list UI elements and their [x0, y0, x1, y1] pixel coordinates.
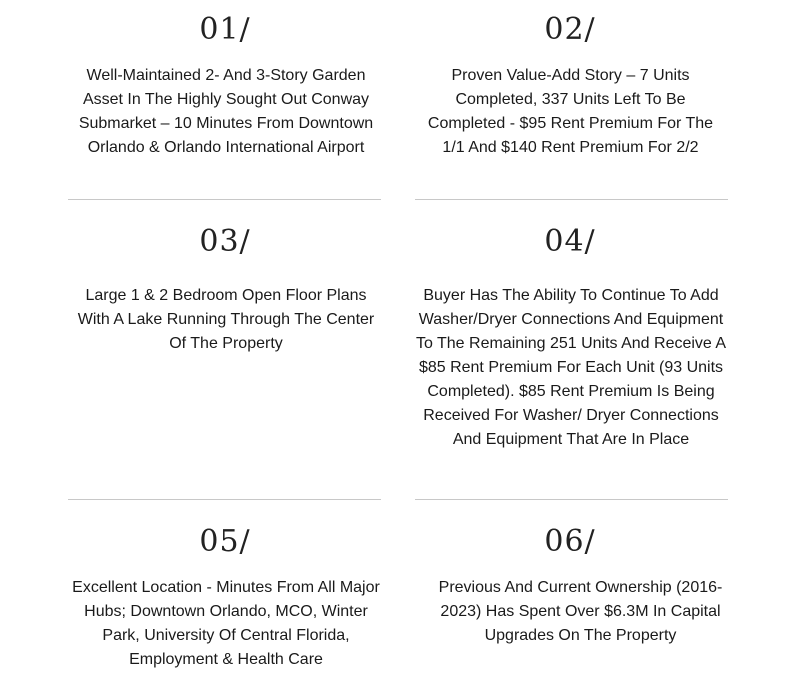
divider-row2-left	[68, 499, 381, 500]
divider-row1-right	[415, 199, 728, 200]
highlight-text-03: Large 1 & 2 Bedroom Open Floor Plans With A Lake Running Through The Center Of The Property	[77, 287, 375, 352]
highlight-text-02: Proven Value-Add Story – 7 Units Completed, 337 Units Left To Be Completed - $95 Rent Premium For The 1/1 And $140 Rent Premium For 2/2	[427, 67, 714, 156]
highlight-text-06: Previous And Current Ownership (2016-2023) Has Spent Over $6.3M In Capital Upgrades On The Property	[438, 579, 723, 644]
highlight-text-04: Buyer Has The Ability To Continue To Add Washer/Dryer Connections And Equipment To The Remaining 251 Units And Receive A $85 Rent Premium For Each Unit (93 Units Completed). $85 Rent Premium Is Being Received For Washer/ Dryer Connections And Equipment That Are In Place	[415, 287, 727, 448]
highlight-text-01: Well-Maintained 2- And 3-Story Garden Asset In The Highly Sought Out Conway Submarket – 10 Minutes From Downtown Orlando & Orlando International Airport	[78, 67, 374, 156]
divider-row1-left	[68, 199, 381, 200]
highlight-number-05: 05/	[199, 524, 251, 559]
highlight-number-06: 06/	[544, 524, 596, 559]
highlight-number-01: 01/	[199, 12, 251, 47]
divider-row2-right	[415, 499, 728, 500]
highlight-text-05: Excellent Location - Minutes From All Major Hubs; Downtown Orlando, MCO, Winter Park, University Of Central Florida, Employment & Health Care	[72, 579, 380, 668]
highlight-number-03: 03/	[199, 224, 251, 259]
highlight-number-04: 04/	[544, 224, 596, 259]
highlight-number-02: 02/	[544, 12, 596, 47]
